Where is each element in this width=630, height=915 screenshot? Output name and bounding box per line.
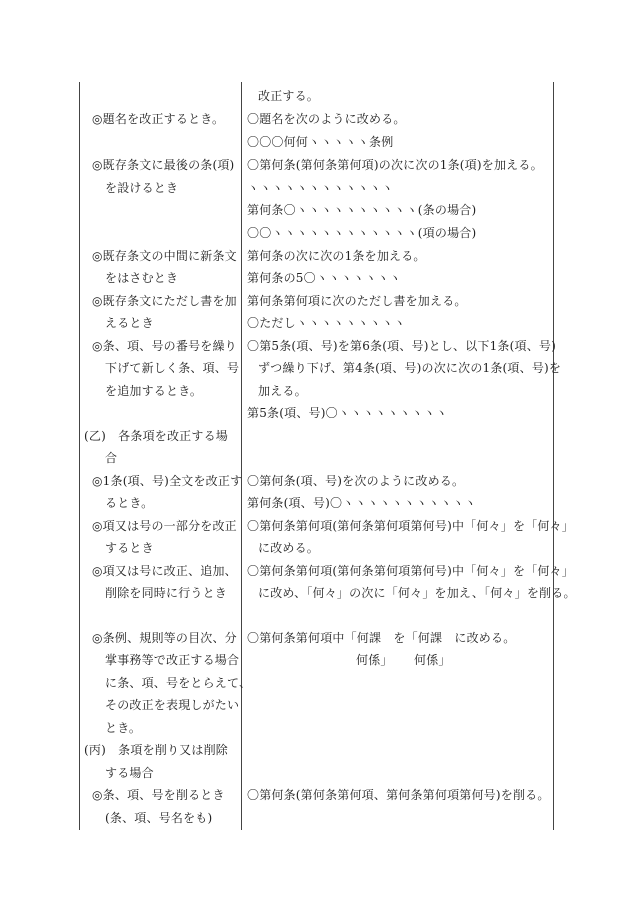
right-text: 加える。 xyxy=(258,384,307,398)
right-text: 〇第5条(項、号)を第6条(項、号)とし、以下1条(項、号) xyxy=(247,339,556,353)
left-text: を追加するとき。 xyxy=(105,384,203,398)
right-text: ずつ繰り下げ、第4条(項、号)の次に次の1条(項、号)を xyxy=(258,361,562,375)
right-text: 第5条(項、号)〇ヽヽヽヽヽヽヽヽヽ xyxy=(247,406,448,420)
right-text: 何係」 xyxy=(356,653,393,667)
left-text: ◎既存条文にただし書を加 xyxy=(92,294,237,308)
left-text: に条、項、号をとらえて、 xyxy=(105,676,252,690)
section-heading: する場合 xyxy=(105,766,154,780)
left-text: ◎既存条文の中間に新条文 xyxy=(92,249,237,263)
left-text: (条、項、号名をも) xyxy=(105,811,213,825)
right-text: 〇題名を次のように改める。 xyxy=(247,112,406,126)
left-text: えるとき xyxy=(105,316,154,330)
column-divider-line xyxy=(241,82,242,830)
left-text: 削除を同時に行うとき xyxy=(105,586,228,600)
left-text: をはさむとき xyxy=(105,271,179,285)
left-text: 下げて新しく条、項、号 xyxy=(105,361,240,375)
left-text: ◎既存条文に最後の条(項) xyxy=(92,158,235,172)
right-text: 第何条〇ヽヽヽヽヽヽヽヽヽヽ(条の場合) xyxy=(247,203,477,217)
right-text: 〇第何条第何項(第何条第何項第何号)中「何々」を「何々」 xyxy=(247,519,574,533)
right-text: 第何条(項、号)〇ヽヽヽヽヽヽヽヽヽヽヽ xyxy=(247,496,477,510)
right-text: 〇第何条第何項中「何課 を「何課 に改める。 xyxy=(247,631,516,645)
section-heading: 合 xyxy=(105,451,118,465)
left-text: ◎条例、規則等の目次、分 xyxy=(92,631,237,645)
right-text: ヽヽヽヽヽヽヽヽヽヽヽヽ xyxy=(247,181,394,195)
right-text: 何係」 xyxy=(414,653,451,667)
right-text: 第何条の次に次の1条を加える。 xyxy=(247,249,426,263)
right-text: 第何条第何項に次のただし書を加える。 xyxy=(247,294,467,308)
right-text: 第何条の5〇ヽヽヽヽヽヽヽ xyxy=(247,271,402,285)
left-border-line xyxy=(79,82,80,830)
left-text: ◎項又は号に改正、追加、 xyxy=(92,564,237,578)
right-text: 〇第何条(第何条第何項)の次に次の1条(項)を加える。 xyxy=(247,158,543,172)
left-text: るとき。 xyxy=(105,496,154,510)
left-text: ◎1条(項、号)全文を改正す xyxy=(92,474,243,488)
right-text: 〇ただしヽヽヽヽヽヽヽヽヽ xyxy=(247,316,406,330)
right-text: 〇〇〇何何ヽヽヽヽヽ条例 xyxy=(247,135,394,149)
left-text: するとき xyxy=(105,541,154,555)
left-text: 掌事務等で改正する場合 xyxy=(105,653,240,667)
left-text: とき。 xyxy=(105,721,142,735)
right-text: 〇第何条第何項(第何条第何項第何号)中「何々」を「何々」 xyxy=(247,564,574,578)
section-heading: (乙) 各条項を改正する場 xyxy=(84,429,228,443)
right-text: 〇第何条(第何条第何項、第何条第何項第何号)を削る。 xyxy=(247,788,550,802)
left-text: ◎条、項、号の番号を繰り xyxy=(92,339,237,353)
section-heading: (丙) 条項を削り又は削除 xyxy=(84,743,228,757)
left-text: を設けるとき xyxy=(105,181,179,195)
right-text: に改める。 xyxy=(258,541,320,555)
right-text: に改め、「何々」の次に「何々」を加え、「何々」を削る。 xyxy=(258,586,576,600)
right-text: 〇第何条(項、号)を次のように改める。 xyxy=(247,474,465,488)
right-border-line xyxy=(553,82,554,830)
left-text: ◎項又は号の一部分を改正 xyxy=(92,519,237,533)
right-text: 改正する。 xyxy=(258,89,320,103)
left-text: その改正を表現しがたい xyxy=(105,698,240,712)
left-text: ◎題名を改正するとき。 xyxy=(92,112,225,126)
right-text: 〇〇ヽヽヽヽヽヽヽヽヽヽヽヽ(項の場合) xyxy=(247,226,477,240)
left-text: ◎条、項、号を削るとき xyxy=(92,788,225,802)
